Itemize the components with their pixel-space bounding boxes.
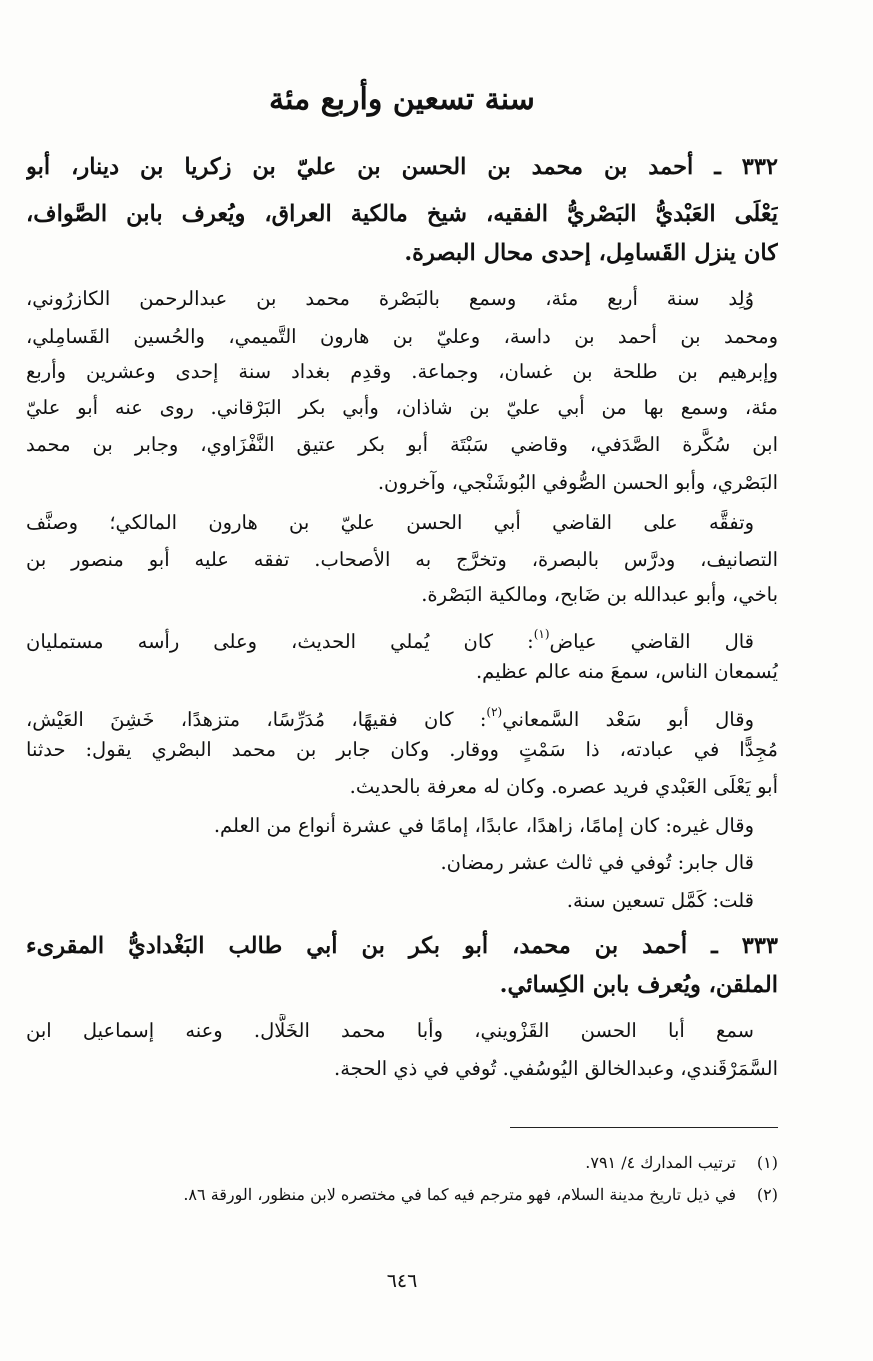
entry-332-para1-line-6: البَصْري، وأبو الحسن الصُّوفي البُوشَنْجي، وآخرون.	[377, 471, 778, 494]
entry-332-para1-line-3: وإبرهيم بن طلحة بن غسان، وجماعة. وقدِم بغداد سنة إحدى وعشرين وأربع	[26, 360, 778, 383]
entry-332-header-line-2: يَعْلَى العَبْديُّ البَصْريُّ الفقيه، شيخ مالكية العراق، ويُعرف بابن الصَّواف،	[26, 201, 778, 227]
entry-332-para5: وقال غيره: كان إمامًا، زاهدًا، عابدًا، إمامًا في عشرة أنواع من العلم.	[213, 814, 754, 837]
footnote-ref-1: (١)	[533, 627, 550, 641]
year-heading: سنة تسعين وأربع مئة	[269, 82, 535, 117]
para4-text-before: وقال أبو سَعْد السَّمعاني	[502, 708, 754, 731]
footnote-2	[26, 1182, 778, 1208]
entry-332-header-line-1: ٣٣٢ ـ أحمد بن محمد بن الحسن بن عليّ بن زكريا بن دينار، أبو	[26, 154, 778, 180]
entry-332-para1-line-1: وُلِد سنة أربع مئة، وسمع بالبَصْرة محمد بن عبدالرحمن الكازرُوني،	[26, 287, 754, 310]
entry-332-para4-line-1	[26, 695, 778, 737]
entry-332-para3-line-2: يُسمعان الناس، سمعَ منه عالم عظيم.	[475, 660, 778, 683]
para3-text-after: : كان يُملي الحديث، وعلى رأسه مستمليان	[26, 630, 534, 653]
entry-332-para1-line-4: مئة، وسمع بها من أبي عليّ بن شاذان، وأبي بكر البَرْقاني. روى عنه أبو عليّ	[26, 396, 778, 419]
entry-333-header-line-2: الملقن، ويُعرف بابن الكِسائي.	[499, 972, 778, 998]
entry-332-para7: قلت: كَمَّل تسعين سنة.	[566, 889, 754, 912]
footnote-1	[26, 1150, 778, 1176]
entry-332-para2-line-3: باخي، وأبو عبدالله بن ضَابح، ومالكية البَصْرة.	[421, 583, 778, 606]
entry-332-para1-line-2: ومحمد بن أحمد بن داسة، وعليّ بن هارون التَّميمي، والحُسين القَسامِلي،	[26, 325, 778, 348]
entry-333-para1-line-2: السَّمَرْقَندي، وعبدالخالق اليُوسُفي. تُوفي في ذي الحجة.	[334, 1057, 778, 1080]
page-number: ٦٤٦	[386, 1270, 418, 1292]
entry-332-para2-line-1: وتفقَّه على القاضي أبي الحسن عليّ بن هارون المالكي؛ وصنَّف	[26, 511, 754, 534]
entry-332-para4-line-3: أبو يَعْلَى العَبْدي فريد عصره. وكان له معرفة بالحديث.	[349, 775, 778, 798]
entry-332-para2-line-2: التصانيف، ودرَّس بالبصرة، وتخرَّج به الأصحاب. تفقه عليه أبو منصور بن	[26, 548, 778, 571]
entry-333-header-line-1: ٣٣٣ ـ أحمد بن محمد، أبو بكر بن أبي طالب البَغْداديُّ المقرىء	[26, 933, 778, 959]
entry-333-para1-line-1: سمع أبا الحسن القَزْويني، وأبا محمد الخَلَّال. وعنه إسماعيل ابن	[26, 1019, 754, 1042]
entry-332-para3-line-1	[26, 617, 778, 659]
para3-text-before: قال القاضي عياض	[549, 630, 754, 653]
footnote-2-number: (٢)	[756, 1185, 778, 1204]
footnote-separator	[510, 1127, 778, 1128]
footnote-2-text: في ذيل تاريخ مدينة السلام، فهو مترجم فيه كما في مختصره لابن منظور، الورقة ٨٦.	[183, 1185, 736, 1204]
footnote-ref-2: (٢)	[486, 705, 503, 719]
entry-332-para4-line-2: مُجِدًّا في عبادته، ذا سَمْتٍ ووقار. وكان جابر بن محمد البصْري يقول: حدثنا	[26, 738, 778, 761]
entry-332-para6: قال جابر: تُوفي في ثالث عشر رمضان.	[440, 851, 754, 874]
entry-332-para1-line-5: ابن سُكَّرة الصَّدَفي، وقاضي سَبْتَة أبو بكر عتيق النَّفْزَاوي، وجابر بن محمد	[26, 433, 778, 456]
footnote-1-text: ترتيب المدارك ٤/ ٧٩١.	[585, 1153, 736, 1172]
footnote-1-number: (١)	[756, 1153, 778, 1172]
entry-332-header-line-3: كان ينزل القَسامِل، إحدى محال البصرة.	[404, 240, 778, 266]
para4-text-after: : كان فقيهًا، مُدَرِّسًا، متزهدًا، خَشِنَ العَيْش،	[26, 708, 487, 731]
